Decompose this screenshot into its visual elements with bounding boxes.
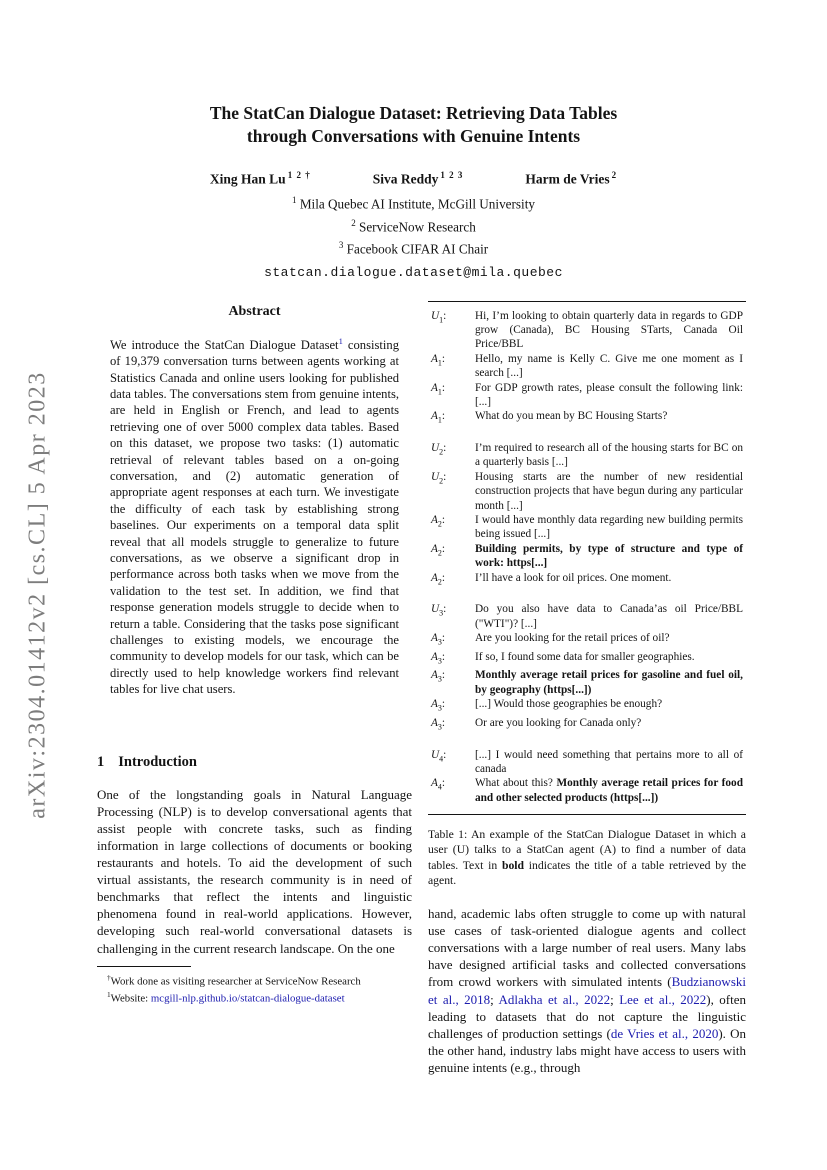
text-segment: ; [490,991,499,1007]
two-column-body [97,301,746,1076]
text-segment: 1 [107,990,111,1000]
table-caption [428,827,746,888]
section-number: 1 [97,753,105,770]
inline-link[interactable]: mcgill-nlp.github.io/statcan-dialogue-dataset [150,992,345,1005]
speaker-label: $A_3$: [431,698,446,713]
speaker-label: $A_1$: [431,381,446,396]
right-column [428,301,746,1076]
arxiv-watermark: arXiv:2304.01412v2 [cs.CL] 5 Apr 2023 [24,371,51,819]
author-name: Siva Reddy [372,171,439,187]
author-affiliation-marks: 1 2 3 [440,169,464,180]
speaker-label: $A_3$: [431,650,446,666]
text-segment: bold [501,858,525,872]
dialogue-row [431,409,743,428]
text-segment: What about this? [475,777,557,790]
abstract-heading: Abstract [228,303,281,319]
text-segment: Hi, I’m looking to obtain quarterly data in regards to GDP grow (Canada), BC Housing STarts, Canada Oil Price/BBL [475,309,743,351]
text-segment: If so, I found some data for smaller geographies. [475,650,695,663]
utterance [475,748,743,777]
affiliation: $^2$ ServiceNow Research [351,217,476,235]
text-segment: What do you mean by BC Housing Starts? [475,410,668,423]
text-segment: Building permits, by type of structure and type of work: https[...] [475,542,743,570]
text-segment: † [107,972,111,982]
inline-link[interactable]: de Vries et al., 2020 [610,1025,719,1041]
text-segment: Website: [110,992,151,1005]
utterance [475,650,743,669]
author [210,170,311,188]
turn-group [431,309,743,429]
introduction-paragraph: One of the longstanding goals in Natural Language Processing (NLP) is to develop conversational agents that assist people with concrete tasks, such as finding information in large collections of documents or booking restaurants and hotels. To aid the development of such virtual assistants, the research community is in need of benchmarks that reflect the intents and linguistic phenomena found in real-world applications. However, developing such real-world conversational datasets is challenging in the current research landscape. On the one [97,786,412,956]
author [373,170,464,188]
affiliation-list [0,191,827,258]
inline-link[interactable]: 1 [338,335,343,346]
paper-title [0,102,827,149]
dialogue-row [431,381,743,410]
footnote-rule [97,966,191,967]
speaker-label: $U_2$: [431,442,447,457]
right-column-paragraph [428,905,746,1076]
turn-group [431,602,743,734]
dialogue-row [431,470,743,513]
utterance [475,668,743,697]
text-segment: Table 1: An example of the StatCan Dialogue Dataset in which a user (U) talks to a StatCan agent (A) to find a number of data tables. Text in [428,828,746,872]
dialogue-row [431,697,743,716]
speaker-label: $U_1$: [431,309,447,324]
utterance [475,631,743,650]
author [525,170,617,188]
affiliation: $^3$ Facebook CIFAR AI Chair [338,240,489,257]
dialogue-row [431,542,743,571]
text-segment: Hello, my name is Kelly C. Give me one moment as I search [...] [475,352,743,380]
utterance [475,542,743,571]
left-column [97,301,412,1006]
affiliation: $^1$ Mila Quebec AI Institute, McGill University [292,195,535,212]
paper-title-line1: The StatCan Dialogue Dataset: Retrieving Data Tables [209,103,618,123]
contact-email[interactable]: statcan.dialogue.dataset@mila.quebec [264,264,563,280]
text-segment: Monthly average retail prices for gasoline and fuel oil, by geography (https[...]) [475,669,743,696]
text-segment: I’ll have a look for oil prices. One moment. [475,571,672,584]
inline-link[interactable]: Adlakha et al., 2022 [498,991,611,1007]
text-segment: hand, academic labs often struggle to come up with natural use cases of task-oriented dialogue agents and collect conversations with a large number of real users. Many labs have designed artificial tasks and collected conversations from crowd workers with simulated intents ( [428,906,746,990]
utterance [475,352,743,381]
text-segment: indicates the title of a table retrieved by the agent. [428,858,747,887]
utterance [475,776,743,805]
text-segment: I would have monthly data regarding new building permits being issued [...] [475,514,743,541]
text-segment: Monthly average retail prices for food and other selected products (https[...]) [475,777,743,804]
author-affiliation-marks: 1 2 † [287,169,311,180]
text-segment: Or are you looking for Canada only? [475,716,642,729]
turn-group [431,748,743,806]
text-segment: [...] Would those geographies be enough? [475,698,663,711]
abstract-text [97,333,412,698]
dialogue-row [431,650,743,669]
author-name: Xing Han Lu [209,171,286,187]
dialogue-row [431,776,743,805]
text-segment: I’m required to research all of the housing starts for BC on a quarterly basis [...] [475,442,743,469]
speaker-label: $U_4$: [431,748,447,763]
speaker-label: $U_2$: [431,470,447,486]
utterance [475,571,743,590]
text-segment: For GDP growth rates, please consult the following link: [...] [475,381,743,408]
text-segment: ). On the other hand, industry labs might have access to users with genuine intents (e.g., through [428,1025,746,1075]
text-segment: Work done as visiting researcher at ServiceNow Research [110,975,361,988]
speaker-label: $A_2$: [431,542,446,558]
text-segment: We introduce the StatCan Dialogue Dataset [110,337,339,352]
speaker-label: $A_3$: [431,632,446,647]
speaker-label: $A_4$: [431,777,446,792]
author-affiliation-marks: 2 [611,169,618,180]
section-heading-introduction [97,754,412,771]
text-segment: consisting of 19,379 conversation turns between agents working at Statistics Canada and online users looking for published data tables. The conversations stem from genuine intents, are held in English or French, and lead to agents retrieving one of over 5000 complex data tables. Based on this dataset, we propose two tasks: (1) automatic retrieval of relevant tables based on a on-going conversation, and (2) automatic generation of appropriate agent responses at each turn. We investigate the difficulty of each task by establishing strong baselines. Our experiments on a temporal data split reveal that all models struggle to generalize to future conversations, as we observe a significant drop in performance across both tasks when we move from the validation to the test set. In addition, we find that response generation models struggle to decide when to return a table. Considering that the tasks pose significant challenges to existing models, we encourage the community to develop models for our task, which can be directly used to help knowledge workers find relevant tables for live chat users. [110,337,399,697]
text-segment: [...] I would need something that pertains more to all of canada [475,748,743,776]
inline-link[interactable]: Lee et al., 2022 [619,991,707,1007]
turn-group [431,441,743,589]
speaker-label: $A_1$: [431,352,446,368]
utterance [475,513,743,542]
dialogue-row [431,352,743,381]
inline-link[interactable]: Budzianowski et al., 2018 [428,974,746,1007]
text-segment: ; [610,991,620,1007]
dialogue-row [431,602,743,631]
dialogue-row [431,748,743,777]
utterance [475,602,743,631]
utterance [475,381,743,410]
text-segment: Do you also have data to Canada’as oil Price/BBL ("WTI")? [...] [475,603,743,630]
section-title: Introduction [118,753,197,770]
utterance [475,309,743,352]
speaker-label: $A_2$: [431,514,446,529]
text-segment: Are you looking for the retail prices of oil? [475,632,670,645]
author-row [0,170,827,188]
utterance [475,441,743,470]
author-name: Harm de Vries [525,171,610,187]
paper-header [0,0,827,280]
utterance [475,470,743,513]
utterance [475,716,743,735]
dialogue-row [431,571,743,590]
dialogue-row [431,716,743,735]
footnote-list [97,971,412,1006]
speaker-label: $U_3$: [431,603,447,618]
dialogue-row [431,309,743,352]
dialogue-row [431,668,743,697]
text-segment: ), often leading to datasets that do not capture the linguistic challenges of production settings ( [428,991,746,1041]
utterance [475,697,743,716]
utterance [475,409,743,428]
paper-title-line2: through Conversations with Genuine Intents [246,126,581,147]
speaker-label: $A_3$: [431,716,446,732]
footnote [97,971,412,989]
speaker-label: $A_3$: [431,669,446,684]
text-segment: Housing starts are the number of new residential construction projects that have begun during any particular month [...] [475,470,743,512]
dialogue-row [431,631,743,650]
speaker-label: $A_2$: [431,571,446,586]
dialogue-row [431,441,743,470]
footnote [97,988,412,1006]
speaker-label: $A_1$: [431,410,446,425]
dialogue-row [431,513,743,542]
dialogue-table [428,301,746,816]
